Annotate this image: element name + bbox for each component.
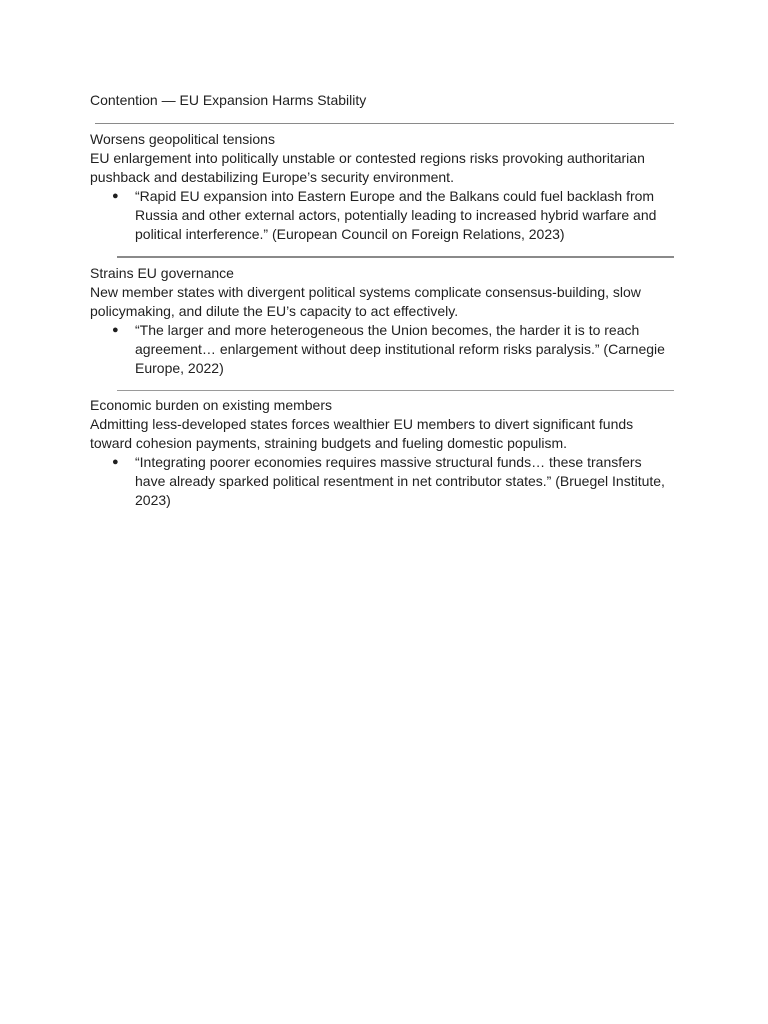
section-body: New member states with divergent political systems complicate consensus-building, slow policymaking, and dilute the EU’s capacity to act effectively. (90, 284, 641, 319)
evidence-quote: “Rapid EU expansion into Eastern Europe and the Balkans could fuel backlash from Russia and other external actors, potentially leading to increased hybrid warfare and political interference.” (European Council on Foreign Relations, 2023) (135, 188, 657, 242)
section-divider (117, 390, 674, 391)
evidence-quote: “Integrating poorer economies requires massive structural funds… these transfers have already sparked political resentment in net contributor states.” (Bruegel Institute, 2023) (135, 454, 665, 508)
evidence-item (112, 453, 674, 510)
bullet-icon: ● (112, 324, 119, 336)
bullet-icon: ● (112, 190, 119, 202)
section-geopolitical-tensions (90, 130, 674, 244)
section-body: Admitting less-developed states forces wealthier EU members to divert significant funds toward cohesion payments, straining budgets and fueling domestic populism. (90, 416, 634, 451)
evidence-list (90, 321, 674, 378)
section-heading: Worsens geopolitical tensions (90, 131, 275, 147)
evidence-item (112, 321, 674, 378)
document-title: Contention — EU Expansion Harms Stability (90, 92, 367, 108)
section-heading: Strains EU governance (90, 265, 234, 281)
section-heading: Economic burden on existing members (90, 397, 333, 413)
evidence-list (90, 453, 674, 510)
evidence-quote: “The larger and more heterogeneous the Union becomes, the harder it is to reach agreement… enlargement without deep institutional reform risks paralysis.” (Carnegie Europe, 2022) (135, 322, 665, 376)
section-divider (117, 256, 674, 258)
section-body: EU enlargement into politically unstable or contested regions risks provoking authoritarian pushback and destabilizing Europe’s security environment. (90, 150, 645, 185)
title-divider (95, 123, 674, 124)
bullet-icon: ● (112, 456, 119, 468)
section-governance (90, 264, 674, 378)
evidence-list (90, 187, 674, 244)
section-economic-burden (90, 396, 674, 510)
document-page (90, 91, 674, 510)
evidence-item (112, 187, 674, 244)
